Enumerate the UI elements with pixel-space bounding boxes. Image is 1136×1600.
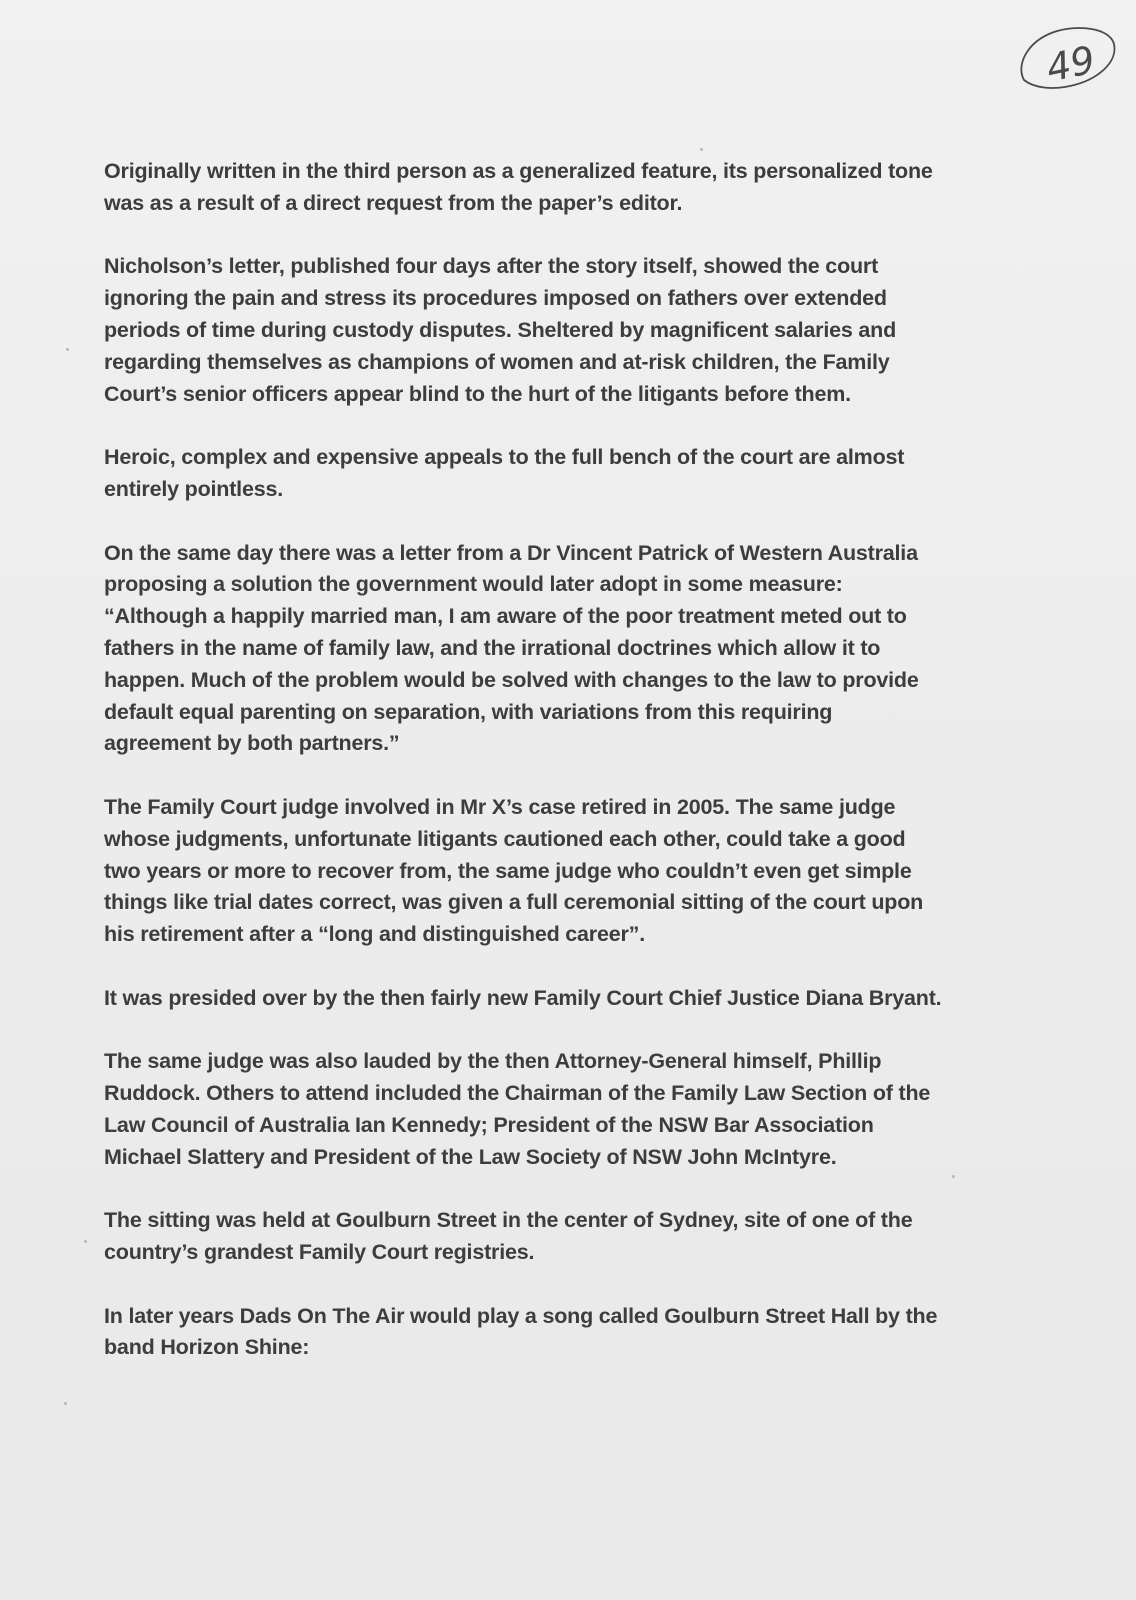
paragraph-8: The sitting was held at Goulburn Street in the center of Sydney, site of one of the country’s grandest Family Court registries. [104,1208,913,1265]
paragraph-9: In later years Dads On The Air would play a song called Goulburn Street Hall by the band Horizon Shine: [104,1303,938,1360]
circled-number-icon [1010,22,1120,102]
paragraph-7: The same judge was also lauded by the then Attorney-General himself, Phillip Ruddock. Others to attend included the Chairman of the Family Law Section of the Law Council of Australia Ian Kennedy; President of the NSW Bar Association Michael Slattery and President of the Law Society of NSW John McIntyre. [104,1049,931,1169]
page-number-text: 49 [1042,37,1099,91]
handwritten-page-number [1010,22,1120,102]
paragraph-1: Originally written in the third person as a generalized feature, its personalized tone was as a result of a direct request from the paper’s editor. [104,159,933,215]
scan-speck [952,1175,955,1178]
scan-speck [64,1402,67,1405]
paragraph-2: Nicholson’s letter, published four days after the story itself, showed the court ignoring the pain and stress its procedures imposed on fathers over extended periods of time during custody disputes. Sheltered by magnificent salaries and regarding themselves as champions of women and at-risk children, the Family Court’s senior officers appear blind to the hurt of the litigants before them. [104,254,897,406]
paragraph-3: Heroic, complex and expensive appeals to the full bench of the court are almost entirely pointless. [104,445,905,501]
scan-speck [84,1240,87,1243]
scan-speck [700,148,703,151]
paragraph-5: The Family Court judge involved in Mr X’s case retired in 2005. The same judge whose judgments, unfortunate litigants cautioned each other, could take a good two years or more to recover from, the same judge who couldn’t even get simple things like trial dates correct, was given a full ceremonial sitting of the court upon his retirement after a “long and distinguished career”. [104,794,924,947]
paragraph-4: On the same day there was a letter from a Dr Vincent Patrick of Western Australia proposing a solution the government would later adopt in some measure: “Although a happily married man, I am aware of the poor treatment meted out to fathers in the name of family law, and the irrational doctrines which allow it to happen. Much of the problem would be solved with changes to the law to provide default equal parenting on separation, with variations from this requiring agreement by both partners.” [104,540,919,756]
scan-speck [66,348,69,351]
paragraph-6: It was presided over by the then fairly new Family Court Chief Justice Diana Bryant. [104,985,942,1010]
article-body [104,156,1024,1396]
